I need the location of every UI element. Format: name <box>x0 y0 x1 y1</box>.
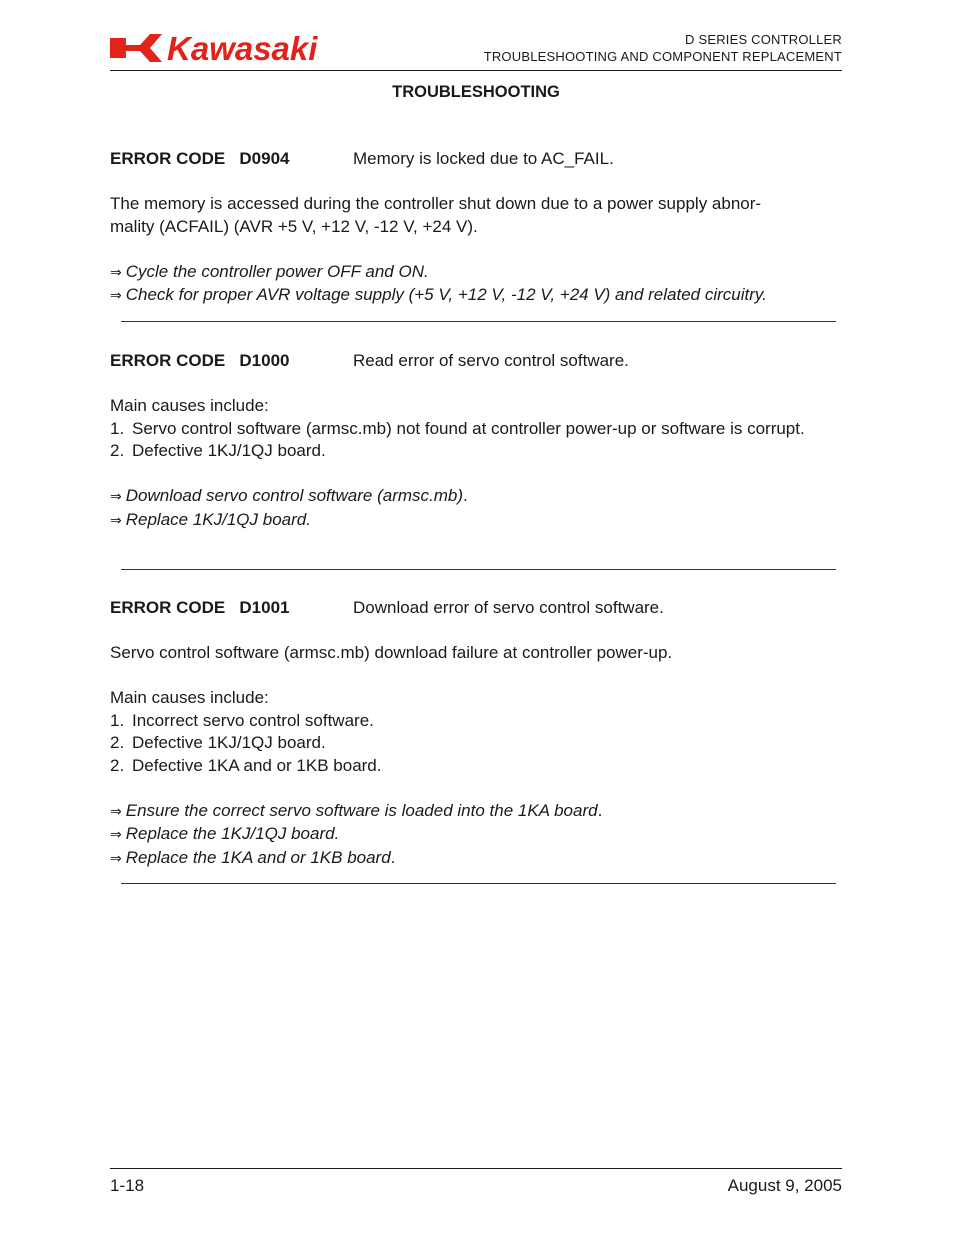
header-info <box>484 31 842 65</box>
remedy-item: ⇒ Replace 1KJ/1QJ board. <box>110 509 311 529</box>
remedy-item: ⇒ Check for proper AVR voltage supply (+5 V, +12 V, -12 V, +24 V) and related circuitry. <box>110 285 767 304</box>
arrow-icon: ⇒ <box>110 264 122 281</box>
error-code-label: ERROR CODE D1000 <box>110 351 290 370</box>
cause-item: 1. Incorrect servo control software. <box>110 710 374 730</box>
error-explanation-line2: mality (ACFAIL) (AVR +5 V, +12 V, -12 V, +24 V). <box>110 216 478 236</box>
cause-item: 2. Defective 1KA and or 1KB board. <box>110 755 382 775</box>
error-explanation: Servo control software (armsc.mb) download failure at controller power-up. <box>110 643 673 662</box>
arrow-icon: ⇒ <box>110 512 122 529</box>
page-number: 1-18 <box>110 1176 145 1195</box>
arrow-icon: ⇒ <box>110 850 122 867</box>
causes-intro: Main causes include: <box>110 396 269 415</box>
error-description: Download error of servo control software. <box>353 598 664 617</box>
kawasaki-logo <box>110 31 386 65</box>
error-heading <box>110 148 842 171</box>
error-explanation-line1: The memory is accessed during the controller shut down due to a power supply abnor- <box>110 194 762 213</box>
section-divider <box>121 321 836 322</box>
error-block-d1000 <box>110 350 842 532</box>
remedy-item: ⇒ Ensure the correct servo software is loaded into the 1KA board. <box>110 800 603 820</box>
section-divider <box>121 883 836 884</box>
error-block-d0904 <box>110 148 842 308</box>
arrow-icon: ⇒ <box>110 288 122 304</box>
logo-text: Kawasaki <box>167 31 318 65</box>
remedy-item: ⇒ Cycle the controller power OFF and ON. <box>110 261 429 281</box>
causes-intro: Main causes include: <box>110 688 269 707</box>
header-chapter: TROUBLESHOOTING AND COMPONENT REPLACEMENT <box>483 49 842 64</box>
header-series: D SERIES CONTROLLER <box>685 32 842 47</box>
section-divider <box>121 569 836 570</box>
section-title: TROUBLESHOOTING <box>392 83 560 101</box>
error-heading <box>110 597 842 620</box>
error-description: Memory is locked due to AC_FAIL. <box>353 149 614 168</box>
revision-date: August 9, 2005 <box>727 1176 842 1195</box>
arrow-icon: ⇒ <box>110 827 122 843</box>
error-code-label: ERROR CODE D0904 <box>110 149 290 168</box>
cause-item: 2. Defective 1KJ/1QJ board. <box>110 441 326 460</box>
remedy-item: ⇒ Replace the 1KA and or 1KB board. <box>110 847 396 867</box>
remedy-item: ⇒ Replace the 1KJ/1QJ board. <box>110 824 340 843</box>
error-description: Read error of servo control software. <box>353 351 629 370</box>
cause-item: 2. Defective 1KJ/1QJ board. <box>110 733 326 752</box>
error-block-d1001 <box>110 597 842 870</box>
footer-divider <box>110 1168 842 1169</box>
arrow-icon: ⇒ <box>110 803 122 820</box>
error-heading <box>110 350 842 373</box>
header-divider <box>110 70 842 71</box>
cause-item: 1. Servo control software (armsc.mb) not found at controller power-up or software is corrupt. <box>110 418 805 438</box>
error-code-label: ERROR CODE D1001 <box>110 598 290 617</box>
remedy-item: ⇒ Download servo control software (armsc.mb). <box>110 486 468 505</box>
arrow-icon: ⇒ <box>110 489 122 505</box>
